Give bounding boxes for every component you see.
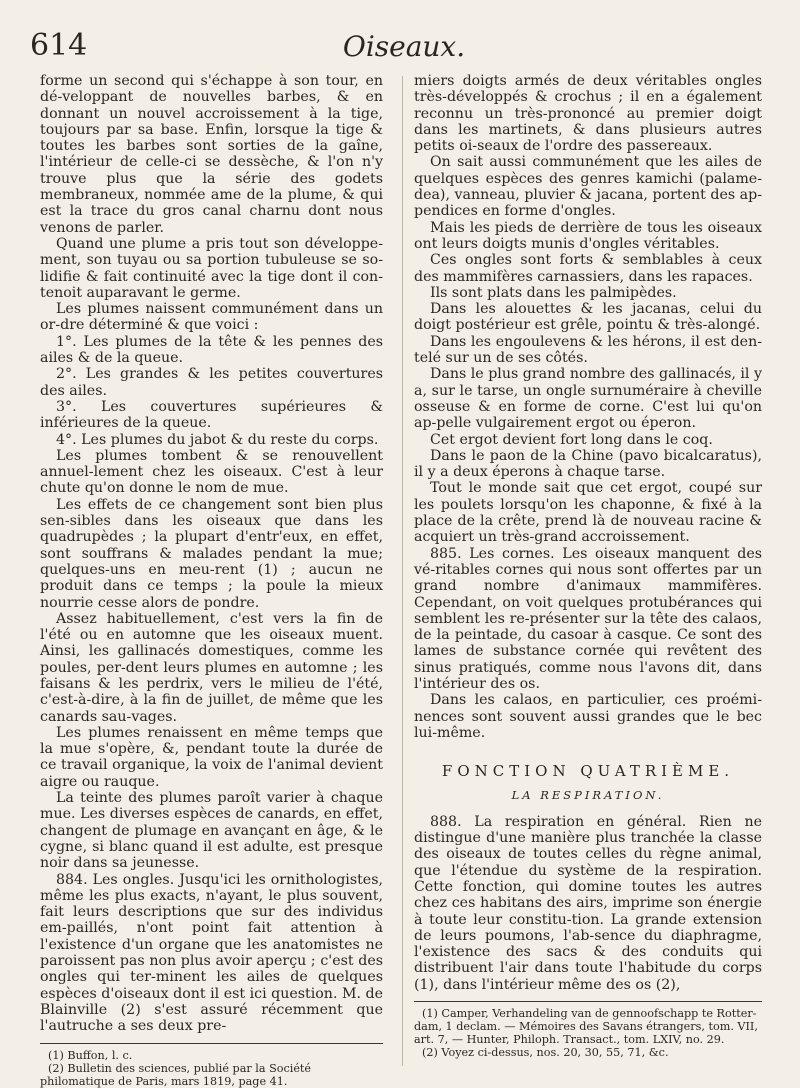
footnote: (1) Camper, Verhandeling van de gennoofschapp te Rotter-dam, 1 declam. — Mémoires des Savans étrangers, tom. VII, art. 7, — Hunter, Philoph. Transact., tom. LXIV, no. 29. (414, 1007, 758, 1047)
paragraph: Dans le plus grand nombre des gallinacés, il y a, sur le tarse, un ongle surnuméraire à cheville osseuse & en forme de corne. C'est lui qu'on ap-pelle vulgairement ergot ou éperon. (414, 366, 762, 432)
paragraph: Dans les engoulevens & les hérons, il est den-telé sur un de ses côtés. (414, 333, 762, 367)
paragraph: La teinte des plumes paroît varier à chaque mue. Les diverses espèces de canards, en effet, changent de plumage en avançant en âge, & le cygne, si blanc quand il est adulte, est presque noir dans sa jeunesse. (40, 790, 383, 872)
paragraph: Cet ergot devient fort long dans le coq. (430, 431, 713, 448)
paragraph: Les plumes tombent & se renouvellent annuel-lement chez les oiseaux. C'est à leur chute qu'on donne le nom de mue. (40, 447, 383, 497)
paragraph: 888. La respiration en général. Rien ne distingue d'une manière plus tranchée la classe des oiseaux de toutes celles du règne animal, que l'étendue du système de la respiration. Cette fonction, qui domine toutes les autres chez ces habitans des airs, imprime son énergie à toute leur constitu-tion. La grande extension de leurs poumons, l'ab-sence du diaphragme, l'existence des sacs & des conduits qui distribuent l'air dans toute l'habitude du corps (1), dans l'intérieur même des os (2), (414, 813, 762, 993)
paragraph: Les effets de ce changement sont bien plus sen-sibles dans les oiseaux que dans les quadrupèdes ; la plupart d'entr'eux, en effet, sont souffrans & malades pendant la mue; quelques-uns en meu-rent (1) ; aucun ne produit dans ce temps ; la poule la mieux nourrie cesse alors de pondre. (40, 496, 383, 611)
paragraph: 884. Les ongles. Jusqu'ici les ornithologistes, même les plus exacts, n'ayant, le plus souvent, fait leurs descriptions que sur des individus em-paillés, n'ont point fait attention à l'existence d'un organe que les anatomistes ne paroissent pas non plus avoir aperçu ; c'est des ongles qui ter-minent les ailes de quelques espèces d'oiseaux dont il est ici question. M. de Blainville (2) s'est assuré récemment que l'autruche a ses deux pre- (40, 871, 383, 1035)
section-subtitle: LA RESPIRATION. (511, 788, 665, 803)
section-title: FONCTION QUATRIÈME. (441, 762, 735, 781)
footnote: (2) Bulletin des sciences, publié par la Société philomatique de Paris, mars 1819, page 41. (40, 1061, 312, 1088)
paragraph: Dans les alouettes & les jacanas, celui du doigt postérieur est grêle, pointu & très-alongé. (414, 301, 762, 334)
footnotes (414, 1001, 762, 1059)
footnote: (1) Buffon, l. c. (48, 1048, 133, 1062)
footnote: (2) Voyez ci-dessus, nos. 20, 30, 55, 71, &c. (422, 1046, 669, 1060)
paragraph: Quand une plume a pris tout son développe-ment, son tuyau ou sa portion tubuleuse se so-lidifie & fait continuité avec la tige dont il con-tenoit auparavant le germe. (40, 235, 383, 301)
left-column (40, 73, 383, 1088)
paragraph: Dans les calaos, en particulier, ces proémi-nences sont souvent aussi grandes que le bec lui-même. (414, 692, 762, 741)
column-divider (402, 76, 403, 1066)
paragraph: 2°. Les grandes & les petites couvertures des ailes. (40, 366, 383, 399)
paragraph: Tout le monde sait que cet ergot, coupé sur les poulets lorsqu'on les chaponne, & fixé à la place de la crête, prend là de nouveau racine & acquiert un très-grand accroissement. (414, 480, 762, 546)
right-column (414, 73, 762, 1059)
page-header (30, 26, 778, 74)
paragraph: forme un second qui s'échappe à son tour, en dé-veloppant de nouvelles barbes, & en donnant un nouvel accroissement à la tige, toujours par sa base. Enfin, lorsque la tige & toutes les barbes sont sorties de la gaîne, l'intérieur de celle-ci se dessèche, & l'on n'y trouve plus que la série des godets membraneux, nommée ame de la plume, & qui est la trace du gros canal charnu dont nous venons de parler. (40, 73, 383, 236)
paragraph: Les plumes renaissent en même temps que la mue s'opère, &, pendant toute la durée de ce travail organique, la voix de l'animal devient aigre ou rauque. (40, 724, 383, 790)
paragraph: 885. Les cornes. Les oiseaux manquent des vé-ritables cornes qui nous sont offertes par un grand nombre d'animaux mammifères. Cependant, on voit quelques protubérances qui semblent les re-présenter sur la tête des calaos, de la peintade, du casoar à casque. Ce sont des lames de substance cornée qui revêtent des sinus pratiqués, comme nous l'avons dit, dans l'intérieur des os. (414, 545, 762, 692)
paragraph: Les plumes naissent communément dans un or-dre déterminé & que voici : (40, 301, 383, 334)
paragraph: Ils sont plats dans les palmipèdes. (430, 284, 677, 301)
paragraph: On sait aussi communément que les ailes de quelques espèces des genres kamichi (palame-dea), vanneau, pluvier & jacana, portent des ap-pendices en forme d'ongles. (414, 154, 762, 220)
running-title: Oiseaux. (342, 30, 466, 63)
paragraph: Dans le paon de la Chine (pavo bicalcaratus), il y a deux éperons à chaque tarse. (414, 447, 762, 481)
paragraph: 1°. Les plumes de la tête & les pennes des ailes & de la queue. (40, 333, 383, 367)
paragraph: Assez habituellement, c'est vers la fin de l'été ou en automne que les oiseaux muent. Ainsi, les gallinacés domestiques, comme les poules, per-dent leurs plumes en automne ; les faisans & les perdrix, vers le milieu de l'été, c'est-à-dire, à la fin de juillet, de même que les canards sau-vages. (40, 610, 383, 725)
paragraph: Mais les pieds de derrière de tous les oiseaux ont leurs doigts munis d'ongles véritables. (414, 219, 762, 252)
paragraph: miers doigts armés de deux véritables ongles très-développés & crochus ; il en a également reconnu un très-prononcé au premier doigt dans les martinets, & dans plusieurs autres petits oi-seaux de l'ordre des passereaux. (414, 73, 762, 155)
paragraph: 4°. Les plumes du jabot & du reste du corps. (56, 431, 379, 448)
paragraph: 3°. Les couvertures supérieures & inférieures de la queue. (40, 398, 383, 432)
page-number: 614 (30, 28, 88, 63)
paragraph: Ces ongles sont forts & semblables à ceux des mammifères carnassiers, dans les rapaces. (414, 252, 762, 285)
